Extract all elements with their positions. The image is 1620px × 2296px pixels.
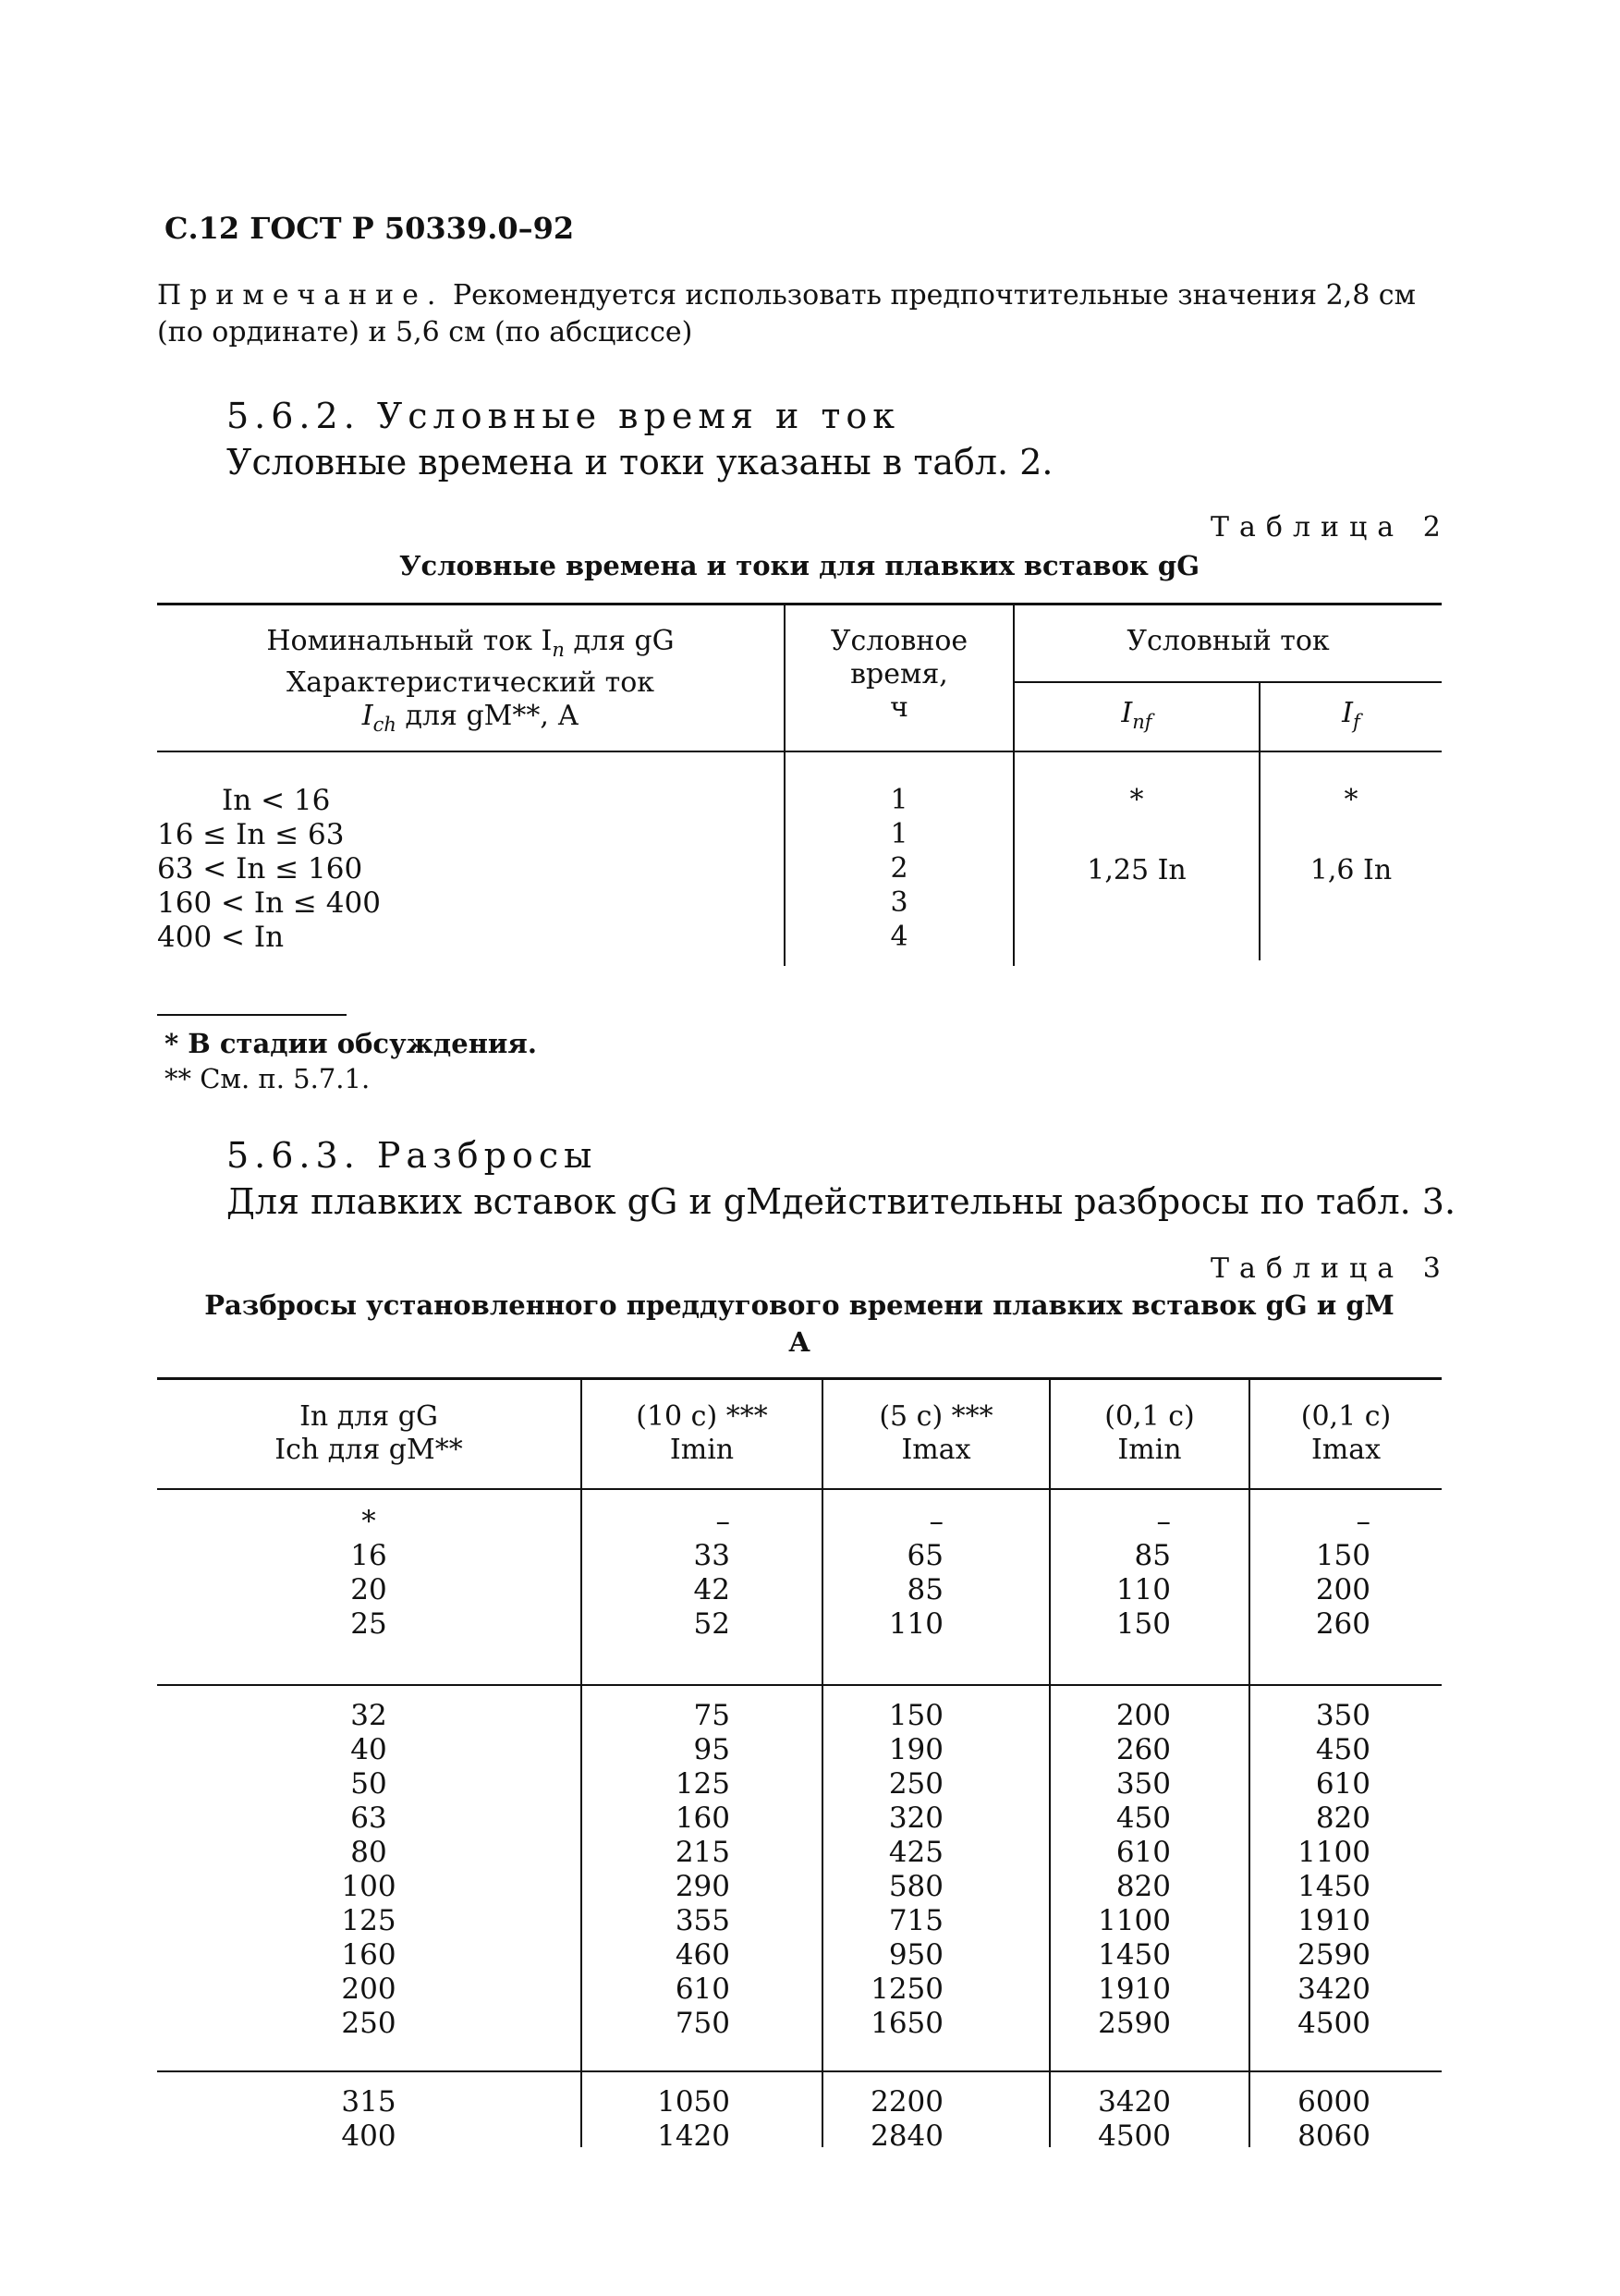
table3-cell: 6000 [1297, 2085, 1370, 2119]
table2-label: Таблица 2 [1211, 511, 1451, 543]
table3-cell: 150 [888, 1699, 944, 1732]
table3-cell: 1050 [657, 2085, 730, 2119]
table3-cell: * [361, 1505, 376, 1538]
table3-cell: 450 [1115, 1801, 1171, 1835]
table3-cell: 250 [888, 1767, 944, 1801]
table3-cell: 20 [350, 1573, 387, 1606]
note-label: Примечание. [157, 279, 445, 311]
table3-cell: 160 [341, 1938, 396, 1972]
table3-cell: 190 [888, 1733, 944, 1766]
table2-top-rule [157, 603, 1442, 605]
table3-cell: 4500 [1297, 2007, 1370, 2040]
table3-cell: 1450 [1098, 1938, 1171, 1972]
table3-cell: 715 [888, 1904, 944, 1937]
table3-cell: 3420 [1098, 2085, 1171, 2119]
table3-cell: 750 [675, 2007, 730, 2040]
table3-cell: 33 [693, 1539, 730, 1572]
table2-time-3: 2 [890, 852, 908, 885]
table2-range-5: 400 < In [157, 921, 285, 954]
table3-title: Разбросы установленного преддугового времени плавких вставок gG и gM [204, 1289, 1395, 1321]
section-563-heading: 5.6.3. Разбросы [226, 1135, 598, 1176]
table3-cell: 400 [341, 2119, 396, 2153]
table3-cell: 610 [675, 1972, 730, 2006]
table3-cell: 250 [341, 2007, 396, 2040]
table3-cell: 610 [1115, 1836, 1171, 1869]
table3-cell: 1910 [1297, 1904, 1370, 1937]
table2-col1-header: Номинальный ток $I_n$ для gG Характеристический ток $I_{ch}$ для gM**, А [266, 625, 675, 736]
table3-cell: 40 [350, 1733, 387, 1766]
table3-cell: 1250 [871, 1972, 944, 2006]
table3-cell: – [1356, 1505, 1370, 1538]
table3-cell: 610 [1315, 1767, 1370, 1801]
table3-cell: 150 [1115, 1607, 1171, 1641]
table3-header-imin-10s: (10 с) *** Imin [636, 1400, 768, 1466]
footnote-rule [157, 1014, 347, 1016]
table3-cell: 160 [675, 1801, 730, 1835]
note-text: Рекомендуется использовать предпочтительные значения 2,8 см (по ординате) и 5,6 см (по абсциссе) [157, 279, 1416, 348]
table2-if-value: 1,6 In [1309, 854, 1393, 886]
table3-cell: 32 [350, 1699, 387, 1732]
table3-cell: 125 [675, 1767, 730, 1801]
table3-cell: 65 [907, 1539, 944, 1572]
table3-cell: 350 [1315, 1699, 1370, 1732]
table3-cell: 16 [350, 1539, 387, 1572]
table3-cell: 260 [1315, 1607, 1370, 1641]
table3-cell: 1100 [1098, 1904, 1171, 1937]
section-563-text: Для плавких вставок gG и gMдействительны разбросы по табл. 3. [226, 1181, 1456, 1222]
table3-cell: 820 [1315, 1801, 1370, 1835]
table3-cell: 950 [888, 1938, 944, 1972]
table3-cell: 315 [341, 2085, 396, 2119]
table3-cell: 95 [693, 1733, 730, 1766]
table3-cell: – [1156, 1505, 1171, 1538]
table3-cell: 1450 [1297, 1870, 1370, 1903]
table2-title: Условные времена и токи для плавких вставок gG [399, 550, 1200, 581]
table3-header-imax-5s: (5 с) *** Imax [879, 1400, 993, 1466]
table3-cell: 42 [693, 1573, 730, 1606]
table3-cell: 320 [888, 1801, 944, 1835]
table3-cell: 85 [907, 1573, 944, 1606]
table2-inf-value: 1,25 In [1087, 854, 1187, 886]
table2-inf-header: $I_{nf}$ [1121, 697, 1152, 733]
table3-cell: 110 [888, 1607, 944, 1641]
table3-cell: 1910 [1098, 1972, 1171, 2006]
table3-cell: 460 [675, 1938, 730, 1972]
table3-cell: 50 [350, 1767, 387, 1801]
table3-cell: 2590 [1098, 2007, 1171, 2040]
table3-cell: 290 [675, 1870, 730, 1903]
table3-cell: 2590 [1297, 1938, 1370, 1972]
table2-col2-header: Условное время, ч [830, 625, 968, 724]
note-paragraph [157, 277, 1442, 351]
table3-cell: 63 [350, 1801, 387, 1835]
table3-cell: 200 [1115, 1699, 1171, 1732]
table3-header-current: In для gG Ich для gM** [274, 1400, 463, 1466]
table3-cell: 1100 [1297, 1836, 1370, 1869]
table2-header-rule [157, 751, 1442, 752]
table2-range-3: 63 < In ≤ 160 [157, 852, 363, 885]
table3-cell: 425 [888, 1836, 944, 1869]
table2-if-star: * [1344, 784, 1358, 816]
table2-if-header: $I_f$ [1342, 697, 1360, 733]
table2-time-1: 1 [890, 784, 908, 816]
table3-cell: 100 [341, 1870, 396, 1903]
table3-cell: 355 [675, 1904, 730, 1937]
table2-time-4: 3 [890, 886, 908, 919]
footnote-1: * В стадии обсуждения. [164, 1028, 537, 1059]
table3-cell: 215 [675, 1836, 730, 1869]
table3-label: Таблица 3 [1211, 1252, 1451, 1285]
table2-col3-header: Условный ток [1127, 625, 1330, 657]
table3-cell: 85 [1134, 1539, 1171, 1572]
table3-unit: А [788, 1326, 810, 1358]
table3-cell: 200 [341, 1972, 396, 2006]
table2-subheader-rule [1014, 681, 1442, 683]
table3-header-imax-01s: (0,1 с) Imax [1300, 1400, 1392, 1466]
table3-cell: 75 [693, 1699, 730, 1732]
footnote-2: ** См. п. 5.7.1. [164, 1063, 371, 1094]
section-562-heading: 5.6.2. Условные время и ток [226, 396, 901, 436]
table3-cell: 52 [693, 1607, 730, 1641]
table3-cell: 110 [1115, 1573, 1171, 1606]
table2-inf-star: * [1129, 784, 1144, 816]
table3-cell: 150 [1315, 1539, 1370, 1572]
table3-cell: 2840 [871, 2119, 944, 2153]
table3-header-imin-01s: (0,1 с) Imin [1104, 1400, 1195, 1466]
table3-cell: 25 [350, 1607, 387, 1641]
table3-cell: 200 [1315, 1573, 1370, 1606]
table2-time-2: 1 [890, 818, 908, 850]
table2-range-2: 16 ≤ In ≤ 63 [157, 818, 345, 851]
section-562-text: Условные времена и токи указаны в табл. 2. [226, 442, 1054, 482]
table3-cell: 2200 [871, 2085, 944, 2119]
table2-time-5: 4 [890, 921, 908, 953]
table3-cell: 1420 [657, 2119, 730, 2153]
page-header: С.12 ГОСТ Р 50339.0–92 [164, 211, 575, 246]
table3-cell: 125 [341, 1904, 396, 1937]
table2-range-4: 160 < In ≤ 400 [157, 886, 381, 920]
table2-range-1: In < 16 [222, 784, 331, 817]
table3-cell: 80 [350, 1836, 387, 1869]
table3-cell: 260 [1115, 1733, 1171, 1766]
table3-cell: 580 [888, 1870, 944, 1903]
table3-cell: 4500 [1098, 2119, 1171, 2153]
table3-cell: – [929, 1505, 944, 1538]
table3-cell: 3420 [1297, 1972, 1370, 2006]
table3-cell: 820 [1115, 1870, 1171, 1903]
table3-cell: 8060 [1297, 2119, 1370, 2153]
table3-cell: – [715, 1505, 730, 1538]
table3-cell: 350 [1115, 1767, 1171, 1801]
table3-cell: 1650 [871, 2007, 944, 2040]
table3-cell: 450 [1315, 1733, 1370, 1766]
